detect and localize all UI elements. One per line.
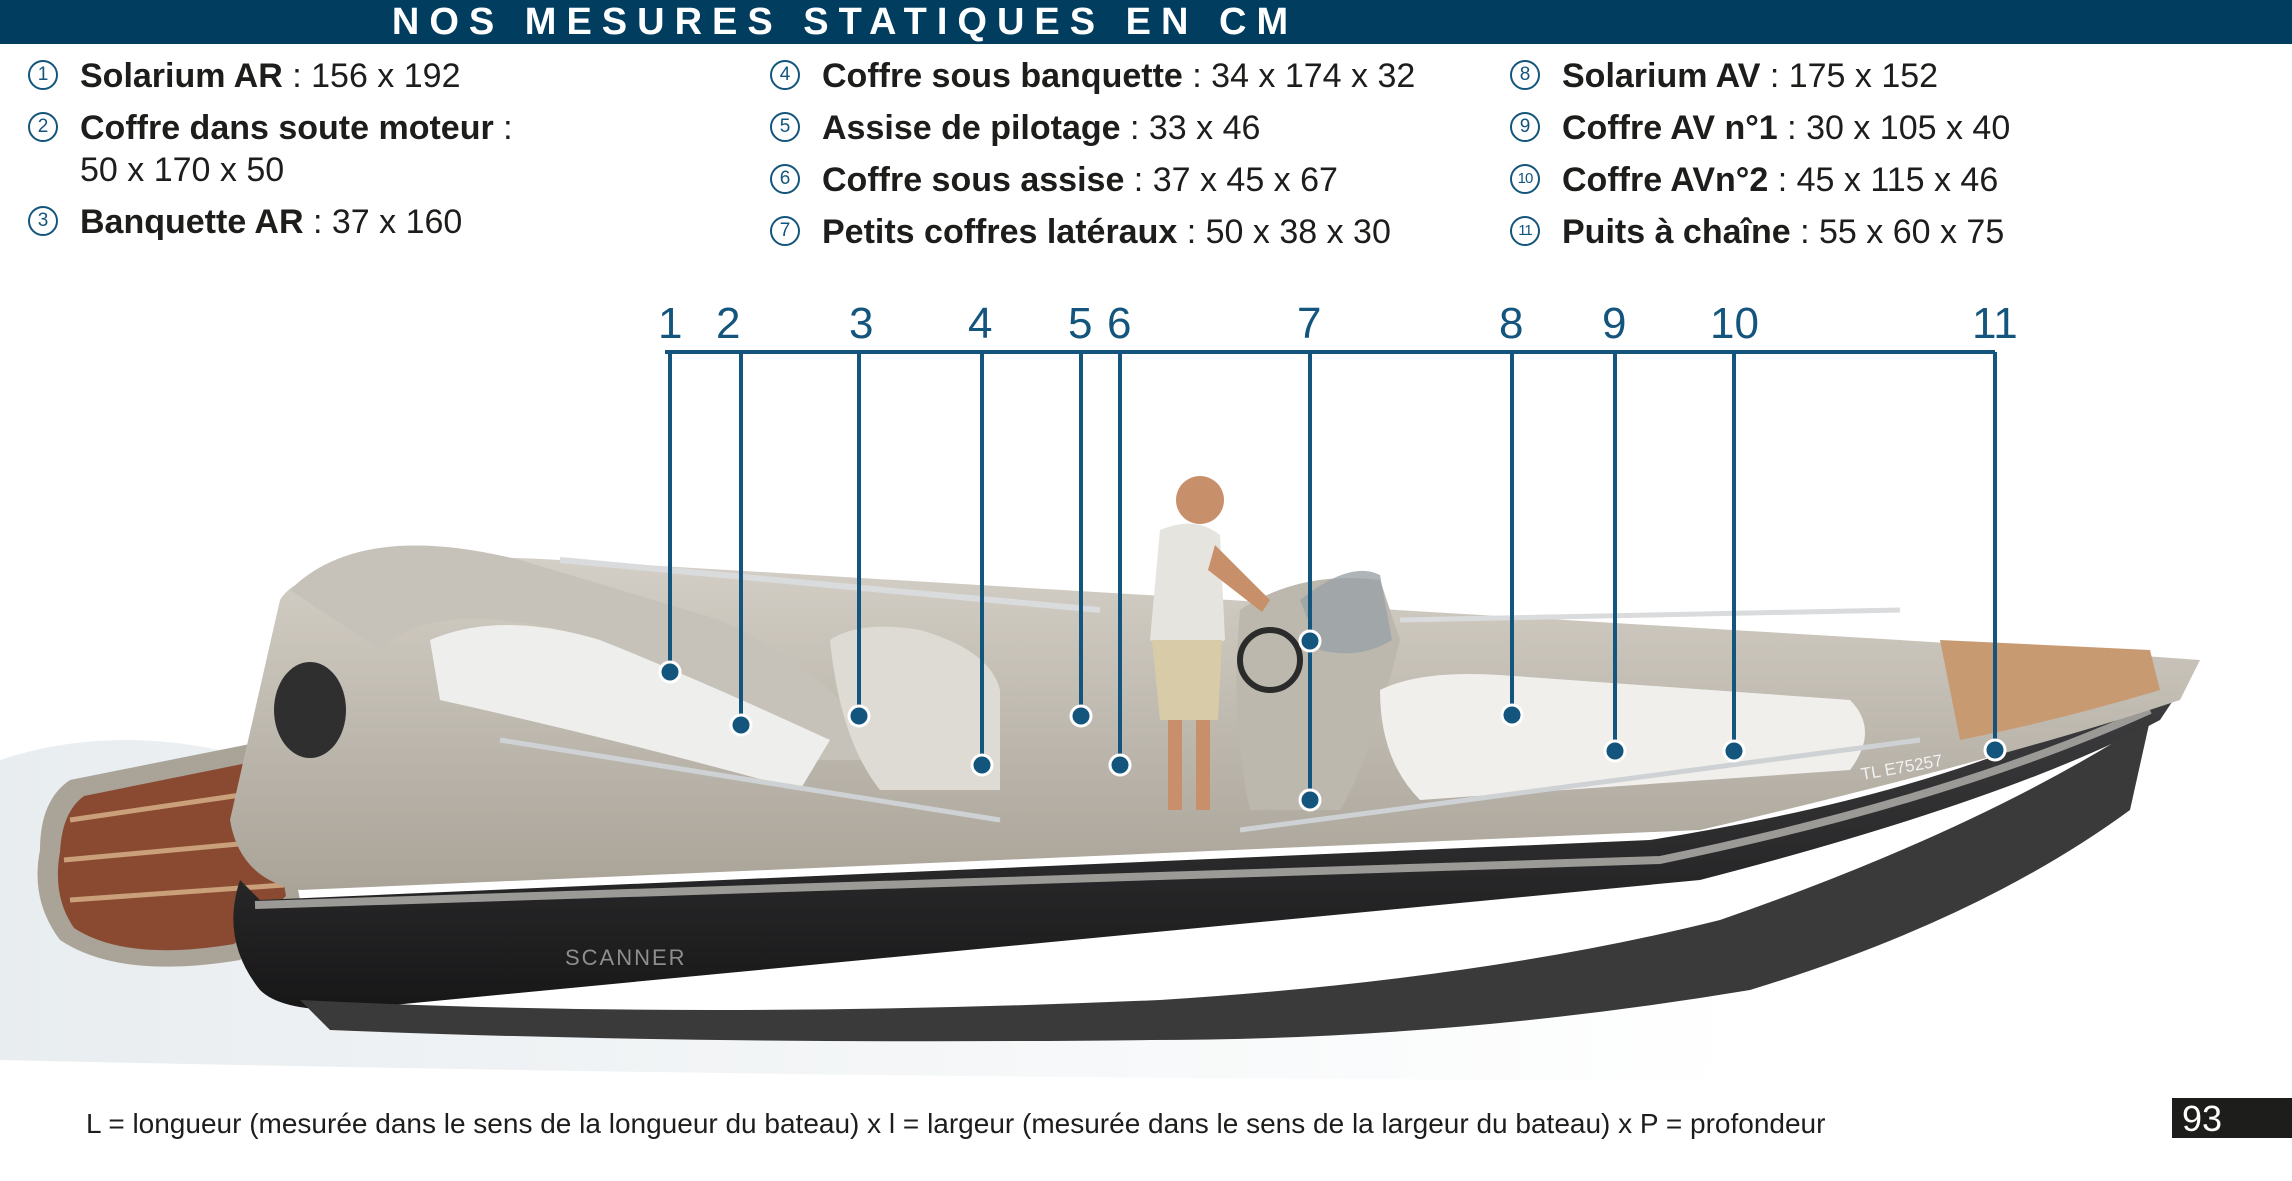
- legend-name: Puits à chaîne: [1562, 213, 1791, 251]
- callout-label-4: 4: [968, 299, 993, 348]
- legend-name: Coffre dans soute moteur: [80, 109, 494, 147]
- legend-name: Coffre sous assise: [822, 161, 1125, 199]
- callout-label-7: 7: [1297, 299, 1322, 348]
- number-4-badge: 4: [770, 60, 800, 90]
- legend-name: Petits coffres latéraux: [822, 213, 1178, 251]
- number-10-badge: 10: [1510, 164, 1540, 194]
- callout-label-1: 1: [658, 299, 683, 348]
- footnote: L = longueur (mesurée dans le sens de la longueur du bateau) x l = largeur (mesurée dans le sens de la largeur du bateau) x P = profondeur: [86, 1108, 1826, 1139]
- legend-separator: :: [1760, 57, 1789, 95]
- number-3-badge: 3: [28, 206, 58, 236]
- number-2-badge: 2: [28, 112, 58, 142]
- legend-dims: 34 x 174 x 32: [1211, 57, 1416, 95]
- legend-name: Coffre AV n°1: [1562, 109, 1778, 147]
- boat-registration-label: TL E75257: [1859, 750, 1944, 784]
- callout-label-2: 2: [716, 299, 741, 348]
- legend-dims: 50 x 170 x 50: [80, 151, 285, 189]
- callout-label-10: 10: [1710, 299, 1759, 348]
- number-5-badge: 5: [770, 112, 800, 142]
- legend-name: Solarium AR: [80, 57, 283, 95]
- fender: [274, 662, 346, 758]
- legend-name: Assise de pilotage: [822, 109, 1121, 147]
- page-number-badge: [2172, 1098, 2292, 1138]
- legend-separator: :: [303, 203, 332, 241]
- callout-label-8: 8: [1499, 299, 1524, 348]
- callout-label-11: 11: [1972, 299, 2018, 348]
- legend-dims: 33 x 46: [1148, 109, 1261, 147]
- boat-brand-label: SCANNER: [565, 945, 687, 970]
- legend-dims: 55 x 60 x 75: [1818, 213, 2005, 251]
- legend-separator: :: [1182, 57, 1212, 95]
- legend-separator: :: [1790, 213, 1819, 251]
- number-11-badge: 11: [1510, 216, 1540, 246]
- legend-name: Coffre sous banquette: [822, 57, 1183, 95]
- callout-label-9: 9: [1602, 299, 1627, 348]
- legend-dims: 50 x 38 x 30: [1205, 213, 1391, 251]
- legend-separator: :: [1768, 161, 1797, 199]
- legend-dims: 30 x 105 x 40: [1806, 109, 2011, 147]
- legend-dims: 175 x 152: [1788, 57, 1939, 95]
- legend-name: Coffre AVn°2: [1562, 161, 1769, 199]
- legend-name: Banquette AR: [80, 203, 304, 241]
- legend-separator: :: [1177, 213, 1206, 251]
- legend-separator: :: [1120, 109, 1149, 147]
- callout-label-6: 6: [1107, 299, 1132, 348]
- legend-name: Solarium AV: [1562, 57, 1761, 95]
- number-9-badge: 9: [1510, 112, 1540, 142]
- legend-separator: :: [282, 57, 312, 95]
- legend-dims: 37 x 160: [331, 203, 463, 241]
- number-6-badge: 6: [770, 164, 800, 194]
- number-7-badge: 7: [770, 216, 800, 246]
- number-8-badge: 8: [1510, 60, 1540, 90]
- legend-separator: :: [1777, 109, 1807, 147]
- number-1-badge: 1: [28, 60, 58, 90]
- callout-label-3: 3: [849, 299, 874, 348]
- page-title: NOS MESURES STATIQUES EN CM: [391, 1, 1299, 43]
- legend-dims: 156 x 192: [311, 57, 461, 95]
- legend-dims: 45 x 115 x 46: [1796, 161, 1999, 199]
- boat-diagram: [0, 280, 2292, 1080]
- header-bar: [0, 0, 2292, 44]
- legend-separator: :: [493, 109, 513, 147]
- page-number: 93: [2182, 1098, 2223, 1139]
- callout-label-5: 5: [1068, 299, 1093, 348]
- legend-dims: 37 x 45 x 67: [1152, 161, 1338, 199]
- legend-separator: :: [1124, 161, 1153, 199]
